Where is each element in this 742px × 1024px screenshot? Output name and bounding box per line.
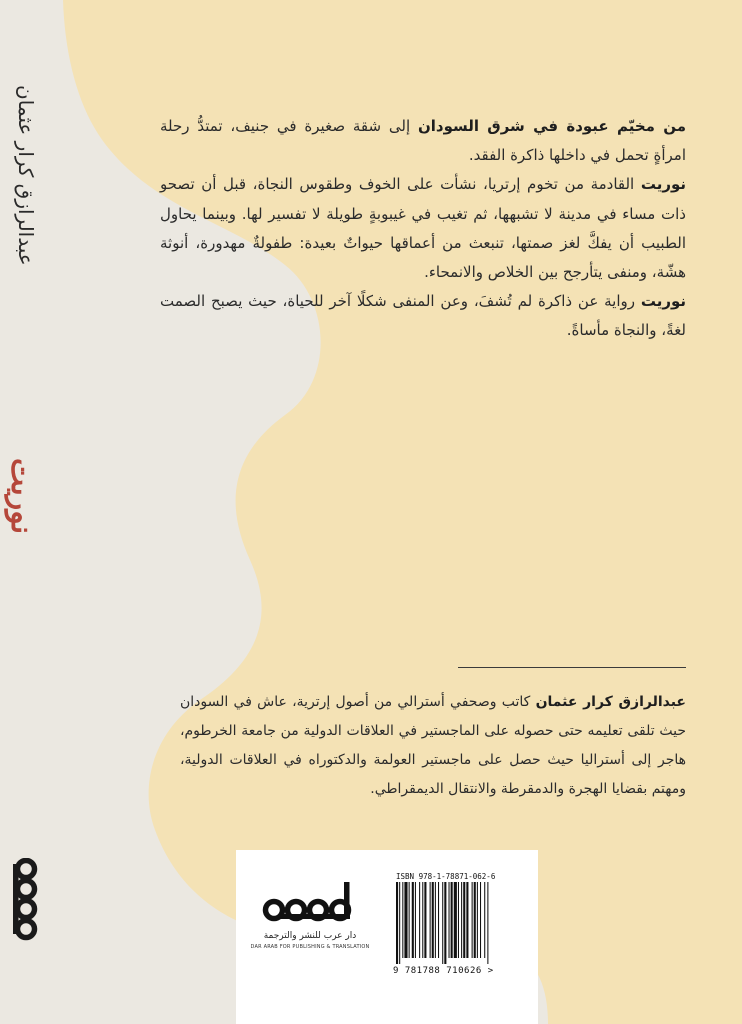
publisher-name-english: DAR ARAB FOR PUBLISHING & TRANSLATION — [250, 944, 370, 950]
barcode-bar — [432, 882, 434, 958]
barcode-bar — [480, 882, 481, 958]
barcode-bar — [484, 882, 485, 958]
barcode-image — [394, 882, 528, 964]
barcode-bar — [422, 882, 423, 958]
barcode-bar — [454, 882, 457, 958]
back-cover-blurb — [160, 112, 686, 346]
barcode-bar — [412, 882, 414, 958]
barcode-bar — [458, 882, 459, 958]
spine-book-title: نوريت — [4, 458, 39, 535]
barcode-bar — [438, 882, 439, 958]
spine-publisher-logo — [10, 858, 42, 942]
spine-author-name: عبدالرازق كرار عثمان — [14, 85, 38, 266]
blurb-bold-run: نوريت — [640, 292, 686, 311]
blurb-text-run: رواية عن ذاكرة لم تُشفَ، وعن المنفى شكلًا آخر للحياة، حيث يصبح الصمت لغةً، والنجاة مأساةً. — [160, 292, 686, 340]
section-divider — [458, 667, 686, 668]
author-bio — [180, 688, 686, 804]
barcode-bar — [461, 882, 462, 958]
barcode-bar — [415, 882, 416, 958]
publisher-name-arabic: دار عرب للنشر والترجمة — [263, 931, 357, 941]
barcode-bar — [466, 882, 468, 958]
blurb-bold-run: من مخيّم عبودة في شرق السودان — [417, 117, 686, 135]
barcode-bar — [442, 882, 443, 964]
barcode-bar — [402, 882, 403, 958]
barcode-bar — [451, 882, 453, 958]
blurb-paragraph — [160, 112, 686, 170]
barcode-bar — [404, 882, 407, 958]
barcode-bar — [430, 882, 431, 958]
blurb-text-run: إلى شقة صغيرة في جنيف، تمتدُّ رحلة امرأةٍ تحمل في داخلها ذاكرة الفقد. — [160, 117, 686, 165]
isbn-label: ISBN 978-1-78871-062-6 — [396, 872, 496, 881]
barcode-bar — [399, 882, 400, 964]
author-bio-name: عبدالرازق كرار عثمان — [535, 694, 686, 710]
barcode-bar — [449, 882, 450, 958]
barcode-bar — [477, 882, 478, 958]
barcode-bar — [463, 882, 465, 958]
barcode-bar — [474, 882, 476, 958]
barcode-bar — [424, 882, 426, 958]
author-bio-text: كاتب وصحفي أسترالي من أصول إرترية، عاش في السودان حيث تلقى تعليمه حتى حصوله على الماجستير في العلاقات الدولية من جامعة الخرطوم، هاجر إلى أستراليا حيث حصل على ماجستير العولمة والدكتوراه في العلاقات الدولية، ومهتم بقضايا الهجرة والدمقرطة والانتقال الديمقراطي. — [180, 694, 686, 797]
barcode-bar — [444, 882, 446, 964]
barcode-bar — [409, 882, 410, 958]
barcode-bar — [435, 882, 436, 958]
publisher-logo-icon — [262, 876, 358, 926]
blurb-text-run: القادمة من تخوم إرتريا، نشأت على الخوف وطقوس النجاة، قبل أن تصحو ذات مساء في مدينة لا تشبهها، ثم تغيب في غيبوبةٍ طويلة لا تفسير لها. وبينما يحاول الطبيب أن يفكَّ لغز صمتها، تنبعث من أعماقها حيواتٌ بعيدة: طفولةٌ مهدورة، أنوثة هشّة، ومنفى يتأرجح بين الخلاص والانمحاء. — [160, 175, 686, 282]
barcode-bar — [472, 882, 473, 958]
blurb-paragraph — [160, 170, 686, 287]
barcode-bar — [396, 882, 398, 964]
blurb-paragraph — [160, 287, 686, 345]
barcode-digits: 9 781788 710626 > — [393, 966, 494, 976]
barcode-bar — [419, 882, 420, 958]
blurb-bold-run: نوريت — [640, 175, 686, 194]
barcode-bar — [487, 882, 488, 964]
